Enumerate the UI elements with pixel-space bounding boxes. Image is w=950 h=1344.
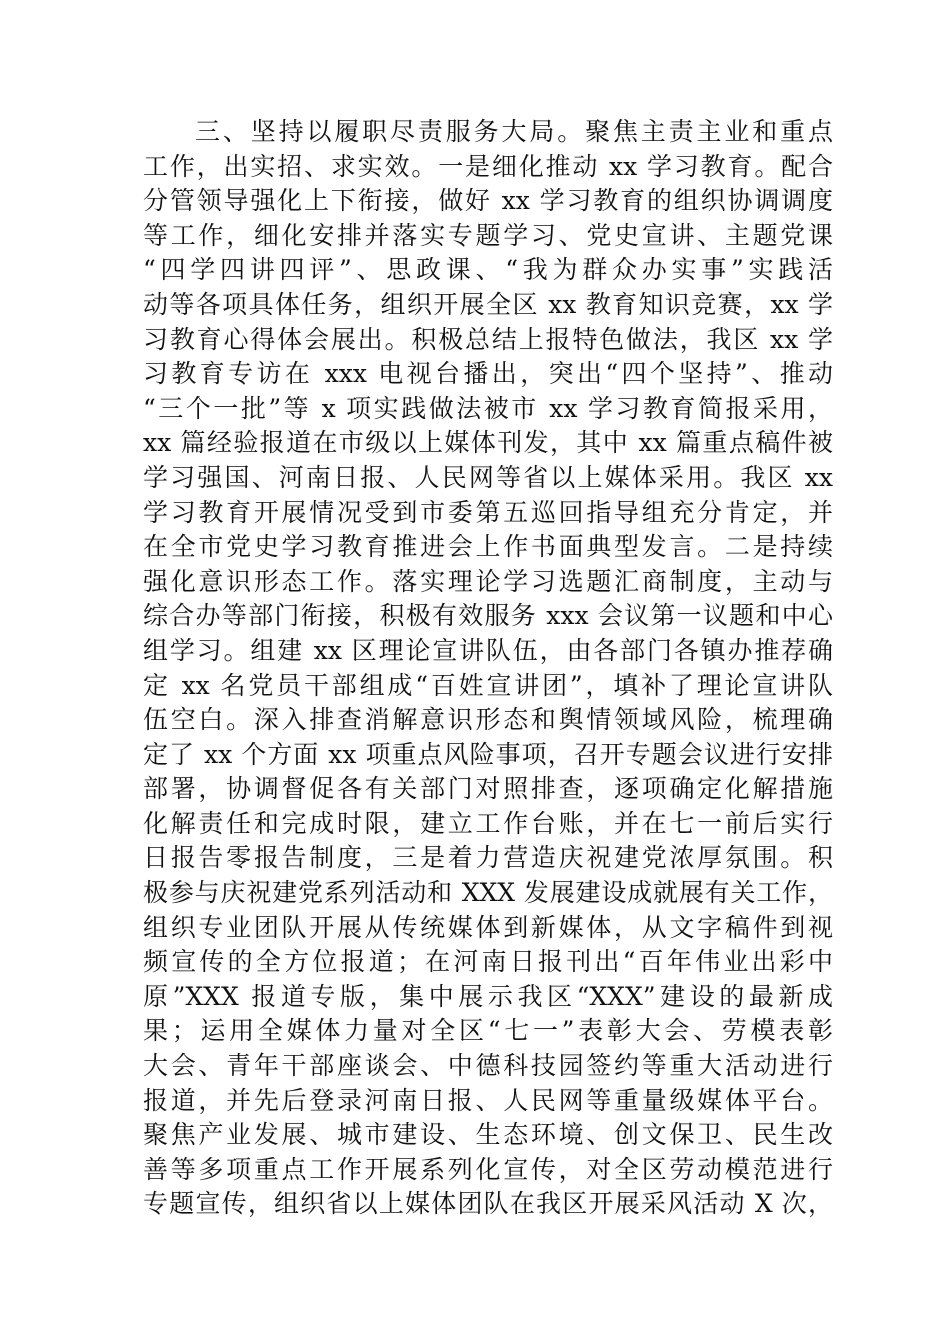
text-line: 部署，协调督促各有关部门对照排查，逐项确定化解措施: [143, 774, 833, 804]
text-line: 化解责任和完成时限，建立工作台账，并在七一前后实行: [143, 808, 833, 838]
text-line: 极参与庆祝建党系列活动和 XXX 发展建设成就展有关工作，: [143, 878, 833, 908]
text-line: 习教育专访在 xxx 电视台播出，突出“四个坚持”、推动: [143, 359, 833, 389]
text-line: 学习强国、河南日报、人民网等省以上媒体采用。我区 xx: [143, 462, 833, 492]
text-line: 等工作，细化安排并落实专题学习、党史宣讲、主题党课: [143, 220, 833, 250]
text-line: “三个一批”等 x 项实践做法被市 xx 学习教育简报采用，: [143, 393, 833, 423]
text-line: 报道，并先后登录河南日报、人民网等重量级媒体平台。: [143, 1085, 833, 1115]
text-line: 分管领导强化上下衔接，做好 xx 学习教育的组织协调调度: [143, 186, 833, 216]
body-paragraph: [143, 115, 833, 1222]
text-line: 习教育心得体会展出。积极总结上报特色做法，我区 xx 学: [143, 324, 833, 354]
text-line: 学习教育开展情况受到市委第五巡回指导组充分肯定，并: [143, 497, 833, 527]
text-line: 频宣传的全方位报道；在河南日报刊出“百年伟业出彩中: [143, 947, 833, 977]
text-line: 日报告零报告制度，三是着力营造庆祝建党浓厚氛围。积: [143, 843, 833, 873]
text-line: 动等各项具体任务，组织开展全区 xx 教育知识竞赛，xx 学: [143, 289, 833, 319]
text-line: 善等多项重点工作开展系列化宣传，对全区劳动模范进行: [143, 1154, 833, 1184]
text-line: 聚焦产业发展、城市建设、生态环境、创文保卫、民生改: [143, 1120, 833, 1150]
text-line: “四学四讲四评”、思政课、“我为群众办实事”实践活: [143, 255, 833, 285]
text-line: 组学习。组建 xx 区理论宣讲队伍，由各部门各镇办推荐确: [143, 635, 833, 665]
text-line: 组织专业团队开展从传统媒体到新媒体，从文字稿件到视: [143, 912, 833, 942]
text-line: 定了 xx 个方面 xx 项重点风险事项，召开专题会议进行安排: [143, 739, 833, 769]
text-line: 定 xx 名党员干部组成“百姓宣讲团”，填补了理论宣讲队: [143, 670, 833, 700]
text-line: 大会、青年干部座谈会、中德科技园签约等重大活动进行: [143, 1051, 833, 1081]
text-line: 综合办等部门衔接，积极有效服务 xxx 会议第一议题和中心: [143, 601, 833, 631]
text-line: 原”XXX 报道专版，集中展示我区“XXX”建设的最新成: [143, 981, 833, 1011]
text-line: xx 篇经验报道在市级以上媒体刊发，其中 xx 篇重点稿件被: [143, 428, 833, 458]
text-line: 三、坚持以履职尽责服务大局。聚焦主责主业和重点: [195, 117, 833, 146]
text-line: 强化意识形态工作。落实理论学习选题汇商制度，主动与: [143, 566, 833, 596]
text-line: 专题宣传，组织省以上媒体团队在我区开展采风活动 X 次，: [143, 1189, 833, 1219]
text-line: 在全市党史学习教育推进会上作书面典型发言。二是持续: [143, 532, 833, 562]
text-line: 工作，出实招、求实效。一是细化推动 xx 学习教育。配合: [143, 151, 833, 181]
text-line: 果；运用全媒体力量对全区“七一”表彰大会、劳模表彰: [143, 1016, 833, 1046]
text-line: 伍空白。深入排查消解意识形态和舆情领域风险，梳理确: [143, 705, 833, 735]
